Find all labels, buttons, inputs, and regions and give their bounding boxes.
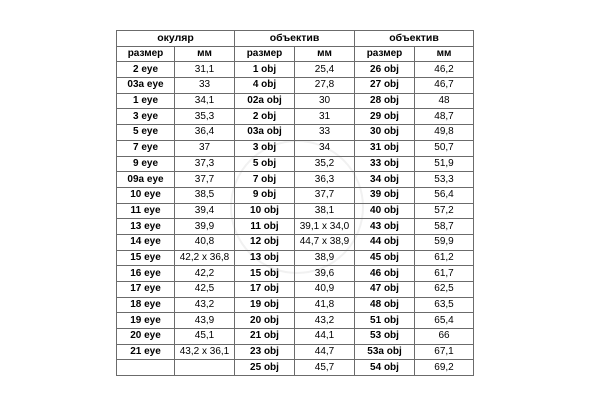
size-cell: 10 obj — [235, 203, 295, 219]
size-cell: 12 obj — [235, 234, 295, 250]
size-table — [116, 30, 474, 376]
table-row — [117, 93, 474, 109]
size-cell: 09a eye — [117, 172, 175, 188]
mm-cell: 45,1 — [175, 329, 235, 345]
mm-cell: 53,3 — [415, 172, 474, 188]
table-row — [117, 344, 474, 360]
size-cell: 51 obj — [355, 313, 415, 329]
mm-cell: 43,2 — [295, 313, 355, 329]
mm-cell: 25,4 — [295, 62, 355, 78]
mm-cell: 42,5 — [175, 282, 235, 298]
size-cell: 44 obj — [355, 234, 415, 250]
table-row — [117, 282, 474, 298]
size-cell: 43 obj — [355, 219, 415, 235]
mm-cell: 44,7 x 38,9 — [295, 234, 355, 250]
mm-cell: 66 — [415, 329, 474, 345]
mm-cell: 36,3 — [295, 172, 355, 188]
size-cell: 20 obj — [235, 313, 295, 329]
table-row — [117, 250, 474, 266]
mm-cell: 39,9 — [175, 219, 235, 235]
mm-cell — [175, 360, 235, 376]
mm-cell: 39,4 — [175, 203, 235, 219]
mm-cell: 40,8 — [175, 234, 235, 250]
size-cell: 9 eye — [117, 156, 175, 172]
size-cell: 03a eye — [117, 78, 175, 94]
table-row — [117, 360, 474, 376]
mm-cell: 61,7 — [415, 266, 474, 282]
mm-cell: 35,2 — [295, 156, 355, 172]
size-cell: 54 obj — [355, 360, 415, 376]
mm-cell: 35,3 — [175, 109, 235, 125]
mm-cell: 30 — [295, 93, 355, 109]
mm-cell: 36,4 — [175, 125, 235, 141]
mm-cell: 31,1 — [175, 62, 235, 78]
table-row — [117, 297, 474, 313]
size-cell: 19 obj — [235, 297, 295, 313]
size-cell: 1 eye — [117, 93, 175, 109]
column-header: размер — [235, 46, 295, 62]
mm-cell: 43,9 — [175, 313, 235, 329]
size-cell: 11 eye — [117, 203, 175, 219]
mm-cell: 39,6 — [295, 266, 355, 282]
group-header-row — [117, 31, 474, 47]
mm-cell: 61,2 — [415, 250, 474, 266]
size-cell: 23 obj — [235, 344, 295, 360]
mm-cell: 65,4 — [415, 313, 474, 329]
size-cell: 48 obj — [355, 297, 415, 313]
mm-cell: 50,7 — [415, 140, 474, 156]
table-row — [117, 266, 474, 282]
table-row — [117, 109, 474, 125]
mm-cell: 42,2 — [175, 266, 235, 282]
mm-cell: 37 — [175, 140, 235, 156]
size-cell: 7 obj — [235, 172, 295, 188]
mm-cell: 31 — [295, 109, 355, 125]
mm-cell: 37,3 — [175, 156, 235, 172]
mm-cell: 57,2 — [415, 203, 474, 219]
mm-cell: 46,2 — [415, 62, 474, 78]
size-cell: 27 obj — [355, 78, 415, 94]
size-cell: 15 eye — [117, 250, 175, 266]
size-cell: 53 obj — [355, 329, 415, 345]
mm-cell: 38,9 — [295, 250, 355, 266]
mm-cell: 40,9 — [295, 282, 355, 298]
size-cell — [117, 360, 175, 376]
column-header: мм — [415, 46, 474, 62]
mm-cell: 38,5 — [175, 187, 235, 203]
mm-cell: 51,9 — [415, 156, 474, 172]
size-cell: 4 obj — [235, 78, 295, 94]
mm-cell: 38,1 — [295, 203, 355, 219]
mm-cell: 67,1 — [415, 344, 474, 360]
size-cell: 17 eye — [117, 282, 175, 298]
table-body — [117, 62, 474, 376]
column-header-row — [117, 46, 474, 62]
size-cell: 21 eye — [117, 344, 175, 360]
size-cell: 9 obj — [235, 187, 295, 203]
mm-cell: 45,7 — [295, 360, 355, 376]
table-row — [117, 78, 474, 94]
size-cell: 26 obj — [355, 62, 415, 78]
table-row — [117, 234, 474, 250]
mm-cell: 41,8 — [295, 297, 355, 313]
table-row — [117, 203, 474, 219]
column-header: размер — [355, 46, 415, 62]
table-row — [117, 313, 474, 329]
mm-cell: 42,2 x 36,8 — [175, 250, 235, 266]
mm-cell: 34,1 — [175, 93, 235, 109]
column-header: размер — [117, 46, 175, 62]
column-header: мм — [175, 46, 235, 62]
size-cell: 30 obj — [355, 125, 415, 141]
size-cell: 13 obj — [235, 250, 295, 266]
mm-cell: 56,4 — [415, 187, 474, 203]
table-row — [117, 187, 474, 203]
mm-cell: 62,5 — [415, 282, 474, 298]
mm-cell: 63,5 — [415, 297, 474, 313]
size-cell: 33 obj — [355, 156, 415, 172]
objective-header-1: объектив — [235, 31, 355, 47]
size-cell: 15 obj — [235, 266, 295, 282]
size-cell: 11 obj — [235, 219, 295, 235]
size-cell: 28 obj — [355, 93, 415, 109]
size-cell: 5 obj — [235, 156, 295, 172]
mm-cell: 48 — [415, 93, 474, 109]
mm-cell: 49,8 — [415, 125, 474, 141]
size-cell: 40 obj — [355, 203, 415, 219]
size-cell: 3 eye — [117, 109, 175, 125]
size-cell: 18 eye — [117, 297, 175, 313]
mm-cell: 27,8 — [295, 78, 355, 94]
size-cell: 03a obj — [235, 125, 295, 141]
size-cell: 39 obj — [355, 187, 415, 203]
size-cell: 20 eye — [117, 329, 175, 345]
table-row — [117, 62, 474, 78]
mm-cell: 44,1 — [295, 329, 355, 345]
size-cell: 47 obj — [355, 282, 415, 298]
eyepiece-header: окуляр — [117, 31, 235, 47]
size-cell: 29 obj — [355, 109, 415, 125]
column-header: мм — [295, 46, 355, 62]
mm-cell: 33 — [295, 125, 355, 141]
mm-cell: 37,7 — [175, 172, 235, 188]
size-cell: 45 obj — [355, 250, 415, 266]
mm-cell: 43,2 x 36,1 — [175, 344, 235, 360]
mm-cell: 33 — [175, 78, 235, 94]
size-cell: 1 obj — [235, 62, 295, 78]
mm-cell: 58,7 — [415, 219, 474, 235]
size-cell: 5 eye — [117, 125, 175, 141]
size-cell: 25 obj — [235, 360, 295, 376]
table-row — [117, 125, 474, 141]
size-cell: 19 eye — [117, 313, 175, 329]
table-row — [117, 156, 474, 172]
size-cell: 34 obj — [355, 172, 415, 188]
size-cell: 21 obj — [235, 329, 295, 345]
objective-header-2: объектив — [355, 31, 474, 47]
size-cell: 2 obj — [235, 109, 295, 125]
size-cell: 7 eye — [117, 140, 175, 156]
mm-cell: 48,7 — [415, 109, 474, 125]
size-cell: 13 eye — [117, 219, 175, 235]
size-cell: 02a obj — [235, 93, 295, 109]
size-cell: 53a obj — [355, 344, 415, 360]
mm-cell: 44,7 — [295, 344, 355, 360]
table-row — [117, 140, 474, 156]
mm-cell: 34 — [295, 140, 355, 156]
size-cell: 46 obj — [355, 266, 415, 282]
table-row — [117, 329, 474, 345]
size-cell: 10 eye — [117, 187, 175, 203]
size-cell: 16 eye — [117, 266, 175, 282]
size-cell: 3 obj — [235, 140, 295, 156]
size-cell: 17 obj — [235, 282, 295, 298]
mm-cell: 46,7 — [415, 78, 474, 94]
table-row — [117, 172, 474, 188]
mm-cell: 37,7 — [295, 187, 355, 203]
size-cell: 31 obj — [355, 140, 415, 156]
size-cell: 14 eye — [117, 234, 175, 250]
mm-cell: 69,2 — [415, 360, 474, 376]
table-row — [117, 219, 474, 235]
mm-cell: 59,9 — [415, 234, 474, 250]
mm-cell: 39,1 x 34,0 — [295, 219, 355, 235]
mm-cell: 43,2 — [175, 297, 235, 313]
size-cell: 2 eye — [117, 62, 175, 78]
